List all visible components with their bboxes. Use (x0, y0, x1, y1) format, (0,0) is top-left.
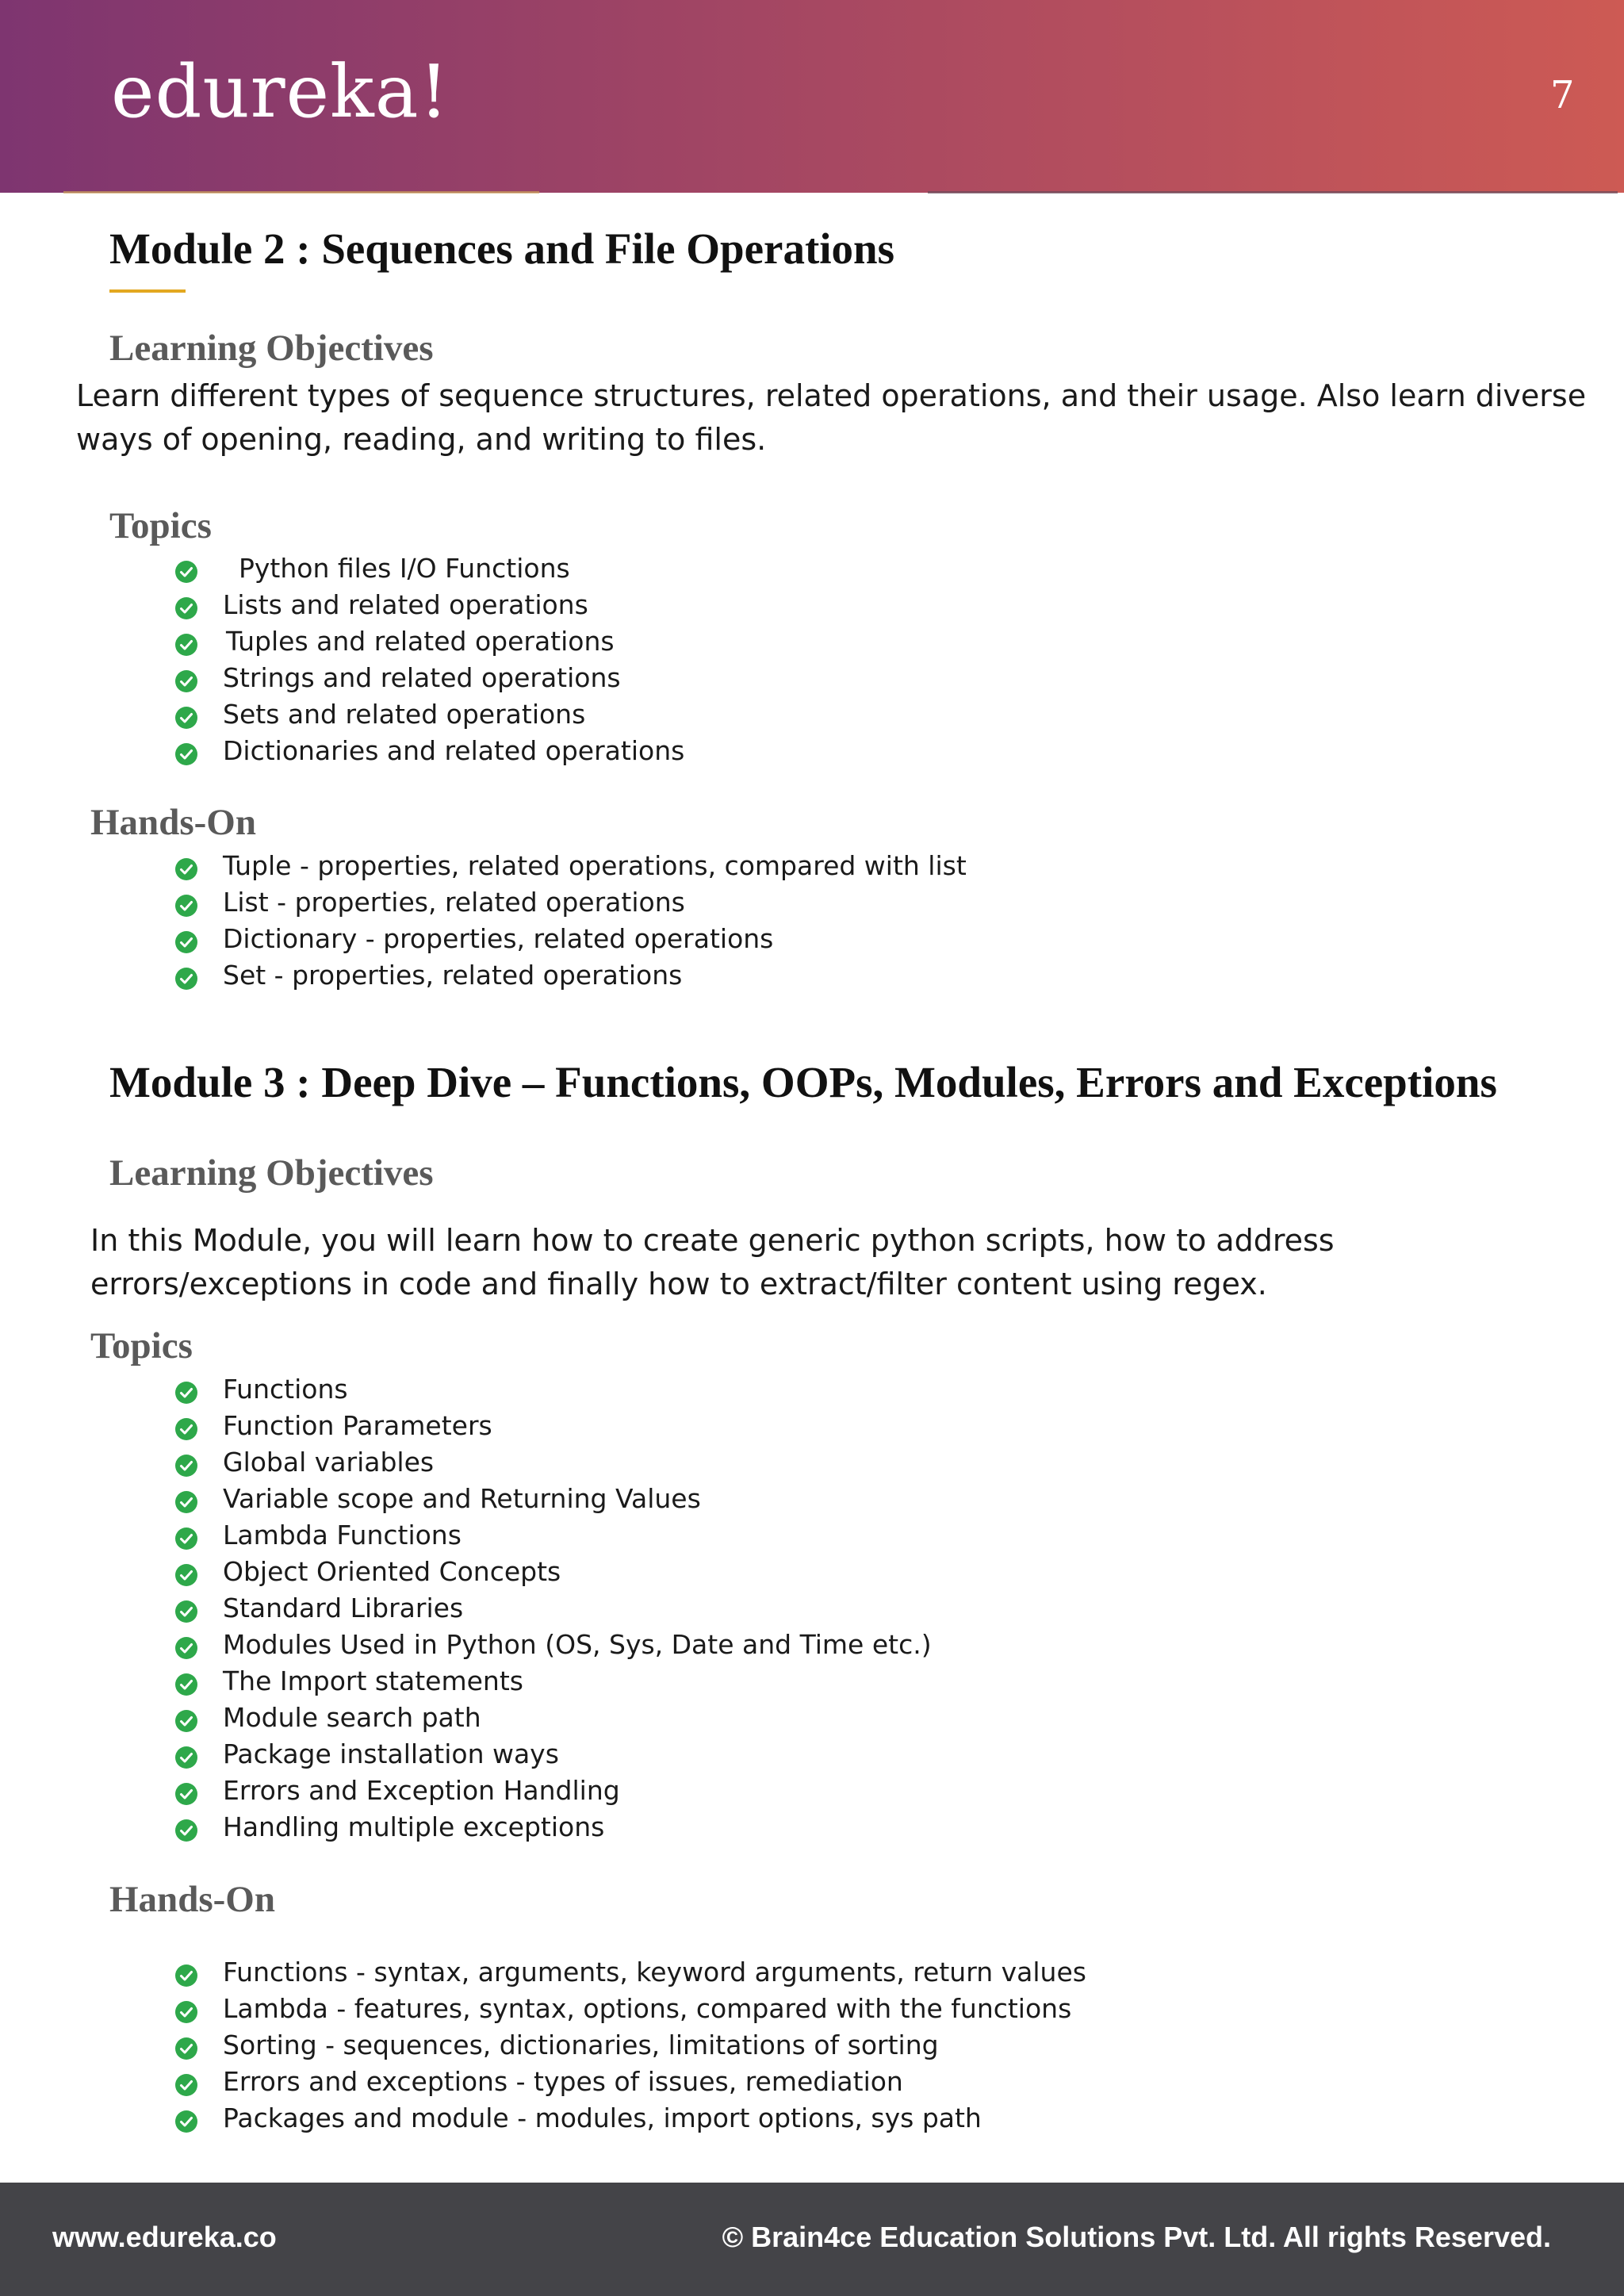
list-item-text: Tuple - properties, related operations, compared with list (223, 850, 967, 881)
check-circle-icon (174, 1669, 198, 1693)
list-item (173, 550, 684, 587)
check-circle-icon (174, 2106, 198, 2130)
module-3-topics-heading: Topics (90, 1325, 193, 1366)
check-circle-icon (174, 1706, 198, 1730)
list-item-text: Sorting - sequences, dictionaries, limitations of sorting (223, 2030, 939, 2060)
list-item-text: Sets and related operations (223, 699, 586, 730)
list-item (173, 2027, 1086, 2064)
module-2-handson-heading: Hands-On (90, 802, 256, 843)
list-item-text: Lambda Functions (223, 1520, 462, 1550)
list-item (173, 921, 967, 957)
list-item (173, 1371, 932, 1408)
check-circle-icon (174, 1779, 198, 1803)
module-3-objectives-text: In this Module, you will learn how to create generic python scripts, how to address errors/exceptions in code and finally how to extract/filter content using regex. (90, 1223, 1335, 1301)
check-circle-icon (174, 1633, 198, 1657)
list-item-text: Packages and module - modules, import options, sys path (223, 2102, 982, 2133)
list-item (173, 1663, 932, 1700)
footer-website-link[interactable]: www.edureka.co (52, 2221, 277, 2253)
list-item-text: Function Parameters (223, 1410, 492, 1441)
list-item (173, 696, 684, 733)
list-item-text: Python files I/O Functions (239, 553, 570, 584)
list-item (173, 848, 967, 884)
list-item-text: Modules Used in Python (OS, Sys, Date and Time etc.) (223, 1629, 932, 1660)
module-3-handson-heading: Hands-On (109, 1879, 275, 1920)
module-2-objectives-text: Learn different types of sequence structures, related operations, and their usage. Also learn diverse ways of opening, reading, and writing to files. (76, 378, 1587, 457)
list-item (173, 1444, 932, 1481)
module-3-handson-list (173, 1954, 1086, 2137)
list-item (173, 1481, 932, 1517)
header-divider (63, 191, 539, 194)
list-item-text: Lists and related operations (223, 589, 588, 620)
check-circle-icon (174, 1524, 198, 1547)
list-item-text: Errors and Exception Handling (223, 1775, 620, 1806)
list-item (173, 1408, 932, 1444)
check-circle-icon (174, 854, 198, 878)
check-circle-icon (174, 1596, 198, 1620)
list-item-text: Variable scope and Returning Values (223, 1483, 701, 1514)
list-item-text: Strings and related operations (223, 662, 621, 693)
page-number: 7 (1550, 73, 1575, 117)
list-item-text: Functions (223, 1374, 348, 1405)
check-circle-icon (174, 1997, 198, 2021)
list-item (173, 1517, 932, 1554)
check-circle-icon (174, 1487, 198, 1511)
list-item (173, 884, 967, 921)
header-divider-right (928, 191, 1618, 194)
list-item-text: Lambda - features, syntax, options, compared with the functions (223, 1993, 1072, 2024)
check-circle-icon (174, 1742, 198, 1766)
edureka-logo: edureka! (111, 49, 450, 134)
module-2-handson-list (173, 848, 967, 994)
module-2-topics-heading: Topics (109, 505, 212, 546)
check-circle-icon (174, 2070, 198, 2094)
check-circle-icon (174, 1815, 198, 1839)
list-item-text: Package installation ways (223, 1738, 559, 1769)
check-circle-icon (174, 891, 198, 914)
title-underline (109, 289, 186, 293)
list-item-text: Functions - syntax, arguments, keyword arguments, return values (223, 1957, 1086, 1987)
list-item-text: The Import statements (223, 1665, 523, 1696)
check-circle-icon (174, 593, 198, 617)
check-circle-icon (174, 666, 198, 690)
list-item (173, 1809, 932, 1846)
page-footer (0, 2183, 1624, 2296)
list-item (173, 660, 684, 696)
module-3-title: Module 3 : Deep Dive – Functions, OOPs, Modules, Errors and Exceptions (109, 1058, 1497, 1106)
list-item (173, 587, 684, 623)
module-3-objectives-heading: Learning Objectives (109, 1152, 434, 1194)
list-item (173, 1954, 1086, 1991)
list-item-text: Dictionary - properties, related operations (223, 923, 774, 954)
list-item (173, 623, 684, 660)
list-item (173, 1590, 932, 1627)
list-item-text: Object Oriented Concepts (223, 1556, 561, 1587)
check-circle-icon (174, 964, 198, 987)
list-item-text: Dictionaries and related operations (223, 735, 685, 766)
check-circle-icon (174, 630, 198, 654)
check-circle-icon (174, 2033, 198, 2057)
check-circle-icon (174, 557, 198, 581)
list-item-text: Tuples and related operations (226, 626, 615, 657)
list-item (173, 1773, 932, 1809)
page-header (0, 0, 1624, 193)
list-item-text: Global variables (223, 1447, 435, 1478)
module-2-objectives-heading: Learning Objectives (109, 328, 434, 369)
check-circle-icon (174, 739, 198, 763)
footer-copyright: © Brain4ce Education Solutions Pvt. Ltd. All rights Reserved. (722, 2221, 1551, 2253)
list-item (173, 1736, 932, 1773)
check-circle-icon (174, 1414, 198, 1438)
list-item (173, 733, 684, 769)
list-item (173, 957, 967, 994)
check-circle-icon (174, 1560, 198, 1584)
list-item-text: Handling multiple exceptions (223, 1811, 605, 1842)
list-item-text: Standard Libraries (223, 1593, 464, 1623)
list-item (173, 1991, 1086, 2027)
list-item (173, 2064, 1086, 2100)
module-2-topics-list (173, 550, 684, 769)
check-circle-icon (174, 1451, 198, 1474)
check-circle-icon (174, 703, 198, 726)
list-item (173, 2100, 1086, 2137)
list-item-text: Set - properties, related operations (223, 960, 683, 991)
check-circle-icon (174, 1961, 198, 1984)
check-circle-icon (174, 1378, 198, 1401)
list-item-text: Errors and exceptions - types of issues, remediation (223, 2066, 903, 2097)
check-circle-icon (174, 927, 198, 951)
list-item (173, 1554, 932, 1590)
list-item (173, 1627, 932, 1663)
module-2-title: Module 2 : Sequences and File Operations (109, 224, 895, 273)
module-3-topics-list (173, 1371, 932, 1846)
list-item-text: List - properties, related operations (223, 887, 685, 918)
list-item-text: Module search path (223, 1702, 481, 1733)
list-item (173, 1700, 932, 1736)
